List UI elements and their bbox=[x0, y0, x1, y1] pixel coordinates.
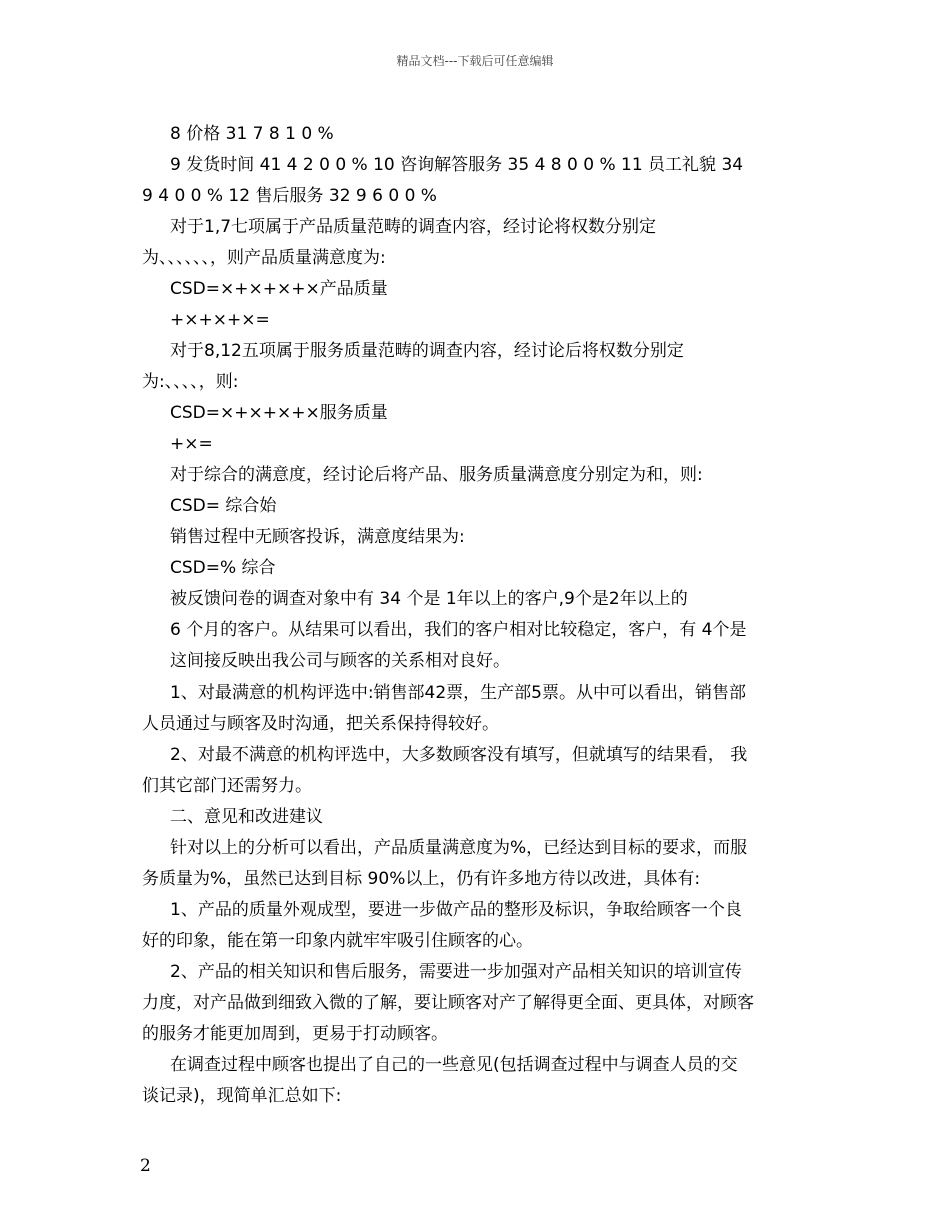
text-line: 被反馈问卷的调查对象中有 34 个是 1年以上的客户,9个是2年以上的 bbox=[170, 589, 688, 609]
text-line: CSD=% 综合 bbox=[170, 558, 276, 578]
text-line: 力度，对产品做到细致入微的了解，要让顾客对产了解得更全面、更具体，对顾客 bbox=[142, 993, 754, 1013]
text-line: CSD=×+×+×+×产品质量 bbox=[170, 279, 388, 299]
text-line: 这间接反映出我公司与顾客的关系相对良好。 bbox=[170, 651, 510, 671]
text-line: 务质量为%，虽然已达到目标 90%以上，仍有许多地方待以改进，具体有: bbox=[142, 869, 701, 889]
text-line: 6 个月的客户。从结果可以看出，我们的客户相对比较稳定，客户，有 4个是 bbox=[170, 620, 747, 640]
text-line: 对于1,7七项属于产品质量范畴的调查内容，经讨论将权数分别定 bbox=[170, 217, 657, 237]
text-line: 针对以上的分析可以看出，产品质量满意度为%，已经达到目标的要求，而服 bbox=[170, 838, 748, 858]
text-line: 1、产品的质量外观成型，要进一步做产品的整形及标识，争取给顾客一个良 bbox=[170, 900, 742, 920]
text-line: CSD= 综合始 bbox=[170, 496, 277, 516]
text-line: 1、对最满意的机构评选中:销售部42票，生产部5票。从中可以看出，销售部 bbox=[170, 683, 746, 703]
section-heading: 二、意见和改进建议 bbox=[170, 807, 323, 827]
text-line: 销售过程中无顾客投诉，满意度结果为: bbox=[170, 527, 465, 547]
text-line: 为:、、、、，则: bbox=[142, 372, 239, 392]
text-line: 9 4 0 0 % 12 售后服务 32 9 6 0 0 % bbox=[142, 186, 437, 206]
text-line: 对于8,12五项属于服务质量范畴的调查内容，经讨论后将权数分别定 bbox=[170, 341, 684, 361]
text-line: 在调查过程中顾客也提出了自己的一些意见(包括调查过程中与调查人员的交 bbox=[170, 1055, 738, 1075]
text-line: 2、对最不满意的机构评选中，大多数顾客没有填写，但就填写的结果看， 我 bbox=[170, 745, 748, 765]
text-line: 的服务才能更加周到，更易于打动顾客。 bbox=[142, 1024, 448, 1044]
text-line: 9 发货时间 41 4 2 0 0 % 10 咨询解答服务 35 4 8 0 0 % 11 员工礼貌 34 bbox=[170, 155, 744, 175]
page-number: 2 bbox=[140, 1156, 151, 1176]
text-line: CSD=×+×+×+×服务质量 bbox=[170, 403, 388, 423]
text-line: 人员通过与顾客及时沟通，把关系保持得较好。 bbox=[142, 714, 499, 734]
text-line: 对于综合的满意度，经讨论后将产品、服务质量满意度分别定为和，则: bbox=[170, 465, 703, 485]
text-line: 2、产品的相关知识和售后服务，需要进一步加强对产品相关知识的培训宣传 bbox=[170, 962, 742, 982]
text-line: 谈记录)，现简单汇总如下: bbox=[142, 1086, 342, 1106]
text-line: 为、、、、、、，则产品质量满意度为: bbox=[142, 248, 386, 268]
text-line: 好的印象，能在第一印象内就牢牢吸引住顾客的心。 bbox=[142, 931, 533, 951]
page-header: 精品文档---下载后可任意编辑 bbox=[396, 54, 554, 68]
text-line: 8 价格 31 7 8 1 0 % bbox=[170, 124, 334, 144]
text-line: 们其它部门还需努力。 bbox=[142, 776, 312, 796]
text-line: +×+×+×= bbox=[170, 310, 270, 330]
text-line: +×= bbox=[170, 434, 213, 454]
